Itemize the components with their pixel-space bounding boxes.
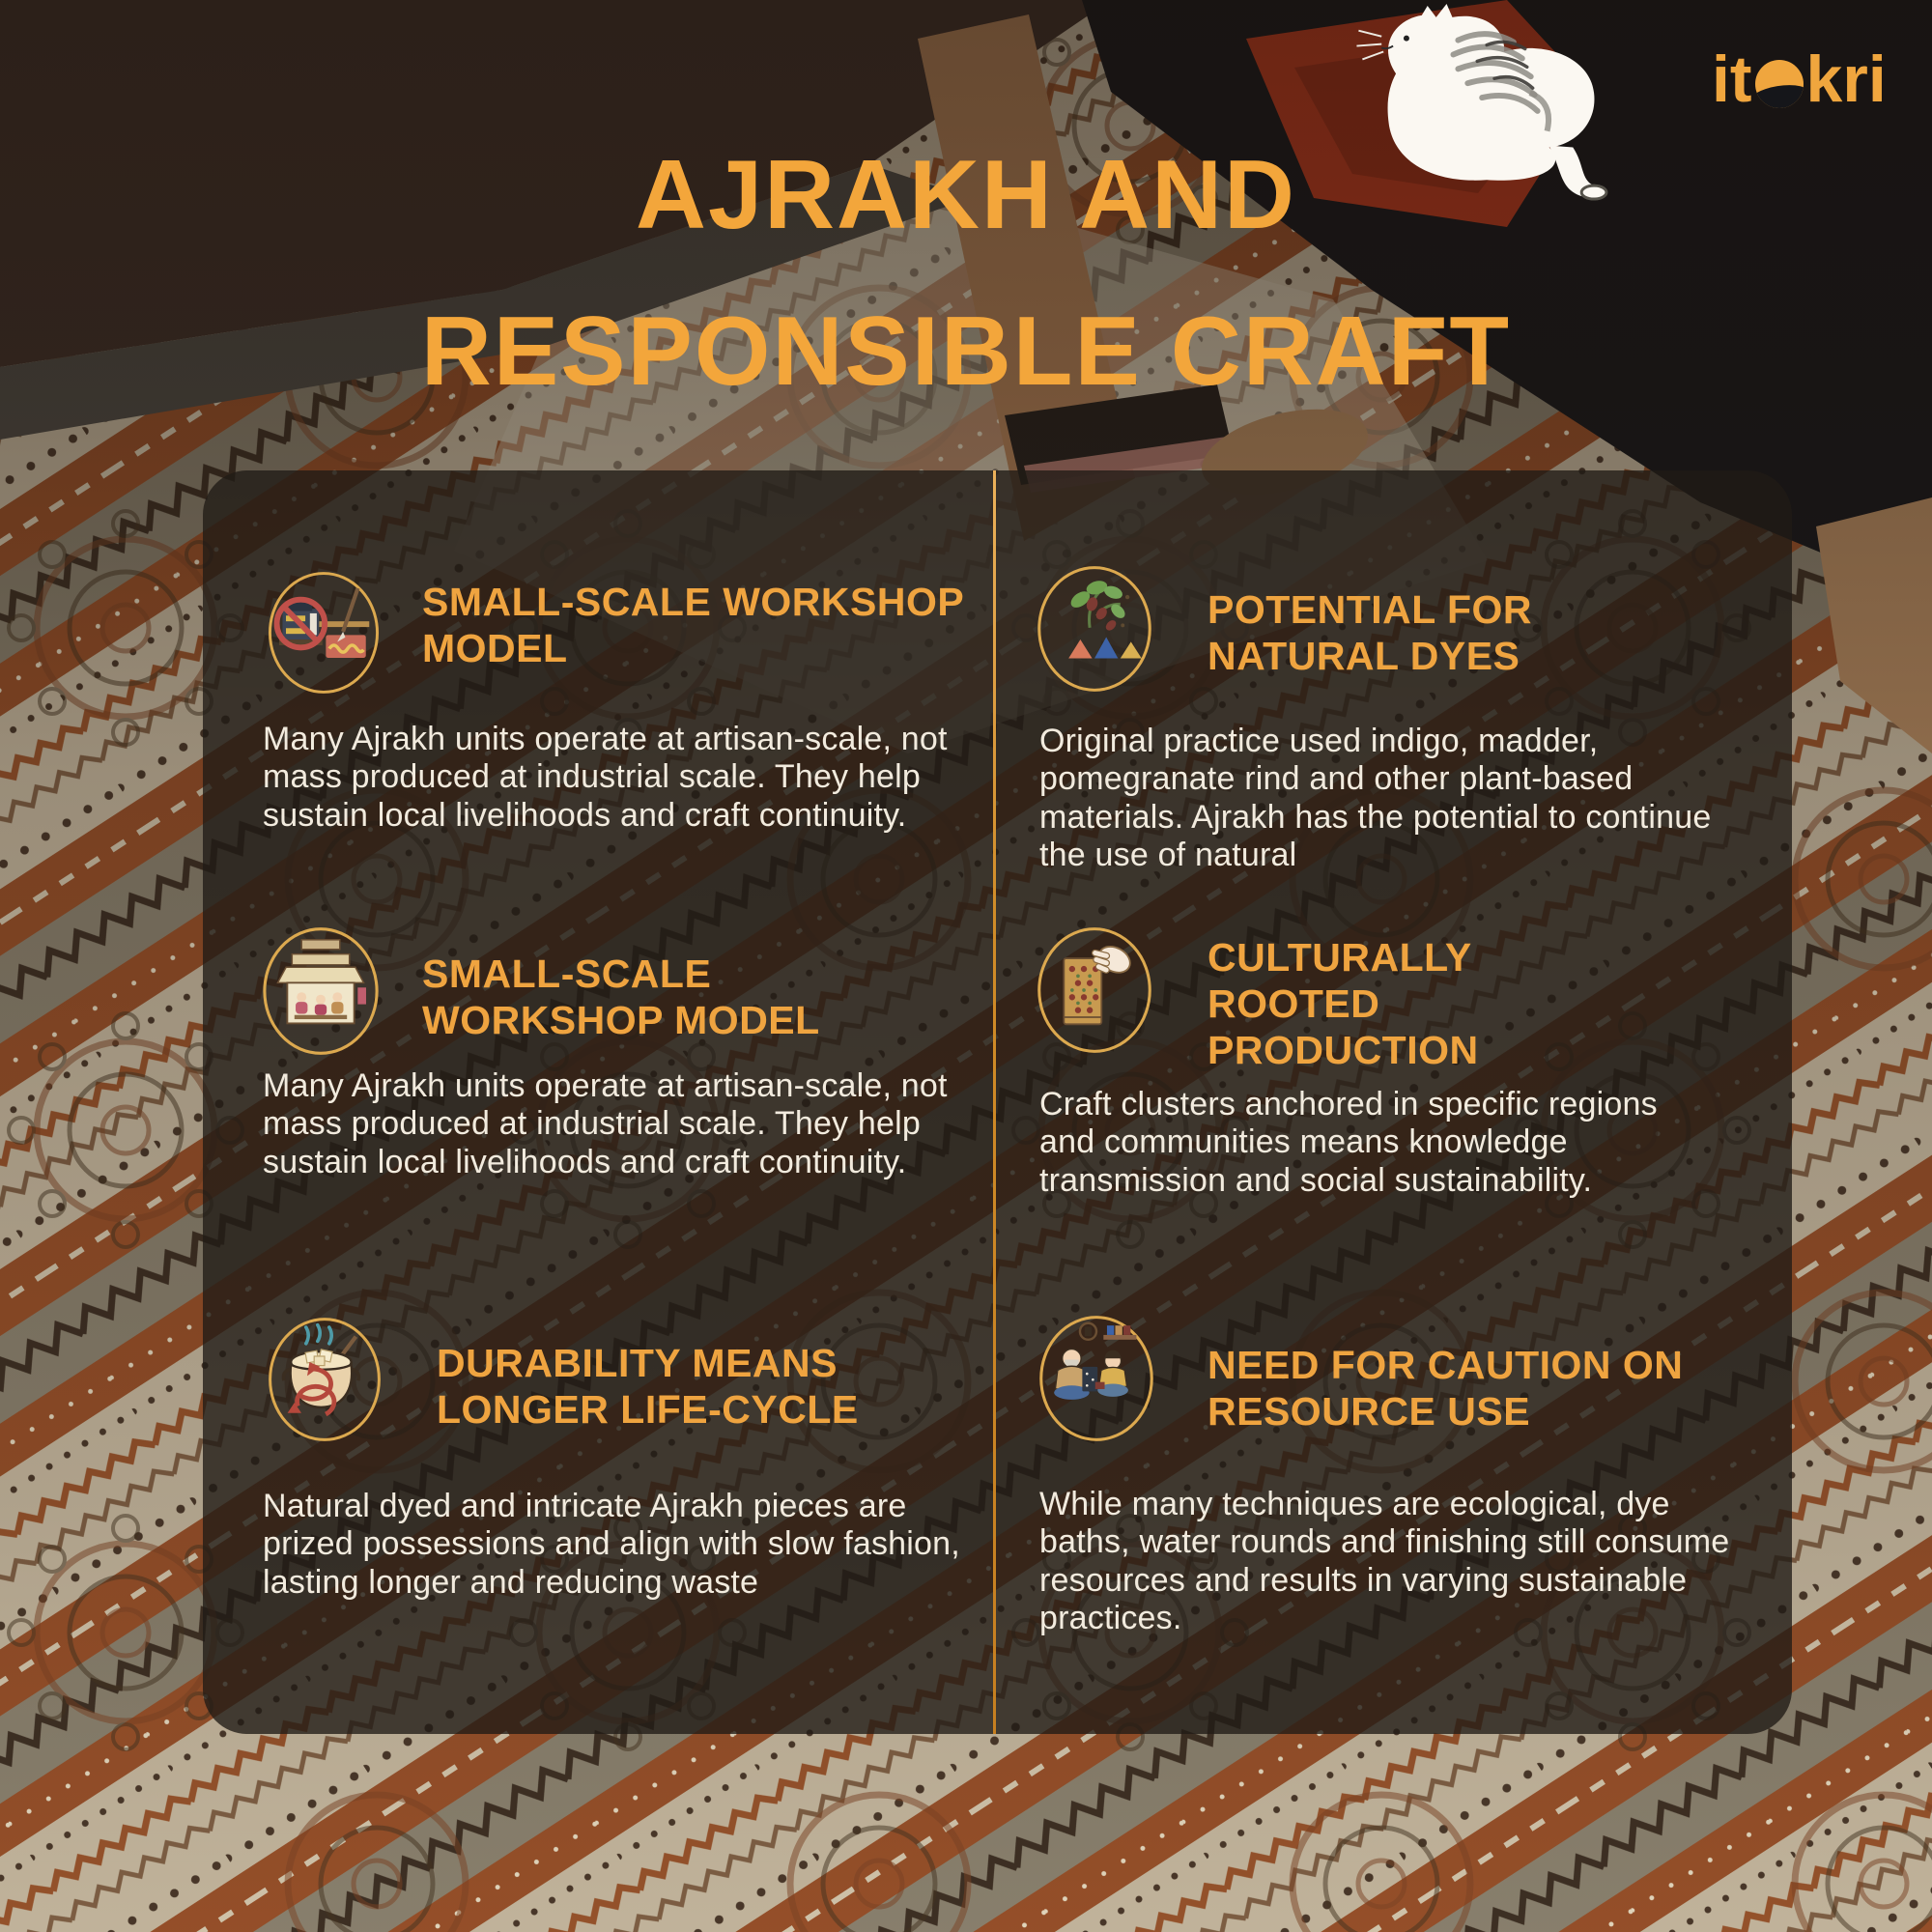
section-body: Original practice used indigo, madder, pomegranate rind and other plant-based materials. Ajrakh has the potential to continue the use of natural [1039,723,1712,874]
content-panel [203,470,1792,1734]
section-heading: CULTURALLY ROOTED PRODUCTION [1208,935,1479,1072]
no-machine-printing-icon [264,570,384,696]
title-line-1: AJRAKH AND [636,141,1296,249]
logo-text-suffix: kri [1805,43,1887,116]
cooking-pot-recycle-icon [267,1316,383,1443]
itokri-logo [1712,43,1887,116]
section-heading: NEED FOR CAUTION ON RESOURCE USE [1208,1343,1684,1434]
workshop-building-icon [261,925,381,1057]
section-heading: SMALL-SCALE WORKSHOP MODEL [422,952,820,1042]
natural-dyes-icon [1036,564,1153,694]
page-title [0,118,1932,430]
hand-holding-fabric-icon [1036,925,1153,1055]
section-heading: DURABILITY MEANS LONGER LIFE-CYCLE [437,1341,859,1432]
column-divider [993,470,996,1734]
artisans-working-icon [1037,1314,1155,1443]
logo-text-prefix: it [1712,43,1752,116]
section-heading: SMALL-SCALE WORKSHOP MODEL [422,580,964,670]
section-heading: POTENTIAL FOR NATURAL DYES [1208,587,1533,678]
title-line-2: RESPONSIBLE CRAFT [420,297,1512,406]
section-body: Craft clusters anchored in specific regions and communities means knowledge transmission and social sustainability. [1039,1086,1658,1199]
section-body: Many Ajrakh units operate at artisan-scale, not mass produced at industrial scale. They help sustain local livelihoods and craft continuity. [263,721,948,834]
section-body: Natural dyed and intricate Ajrakh pieces are prized possessions and align with slow fashion, lasting longer and reducing waste [263,1488,960,1601]
section-body: While many techniques are ecological, dye baths, water rounds and finishing still consume resources and results in varying sustainable practices. [1039,1486,1730,1637]
section-body: Many Ajrakh units operate at artisan-scale, not mass produced at industrial scale. They help sustain local livelihoods and craft continuity. [263,1067,948,1180]
itokri-basket-o-icon [1755,60,1804,108]
